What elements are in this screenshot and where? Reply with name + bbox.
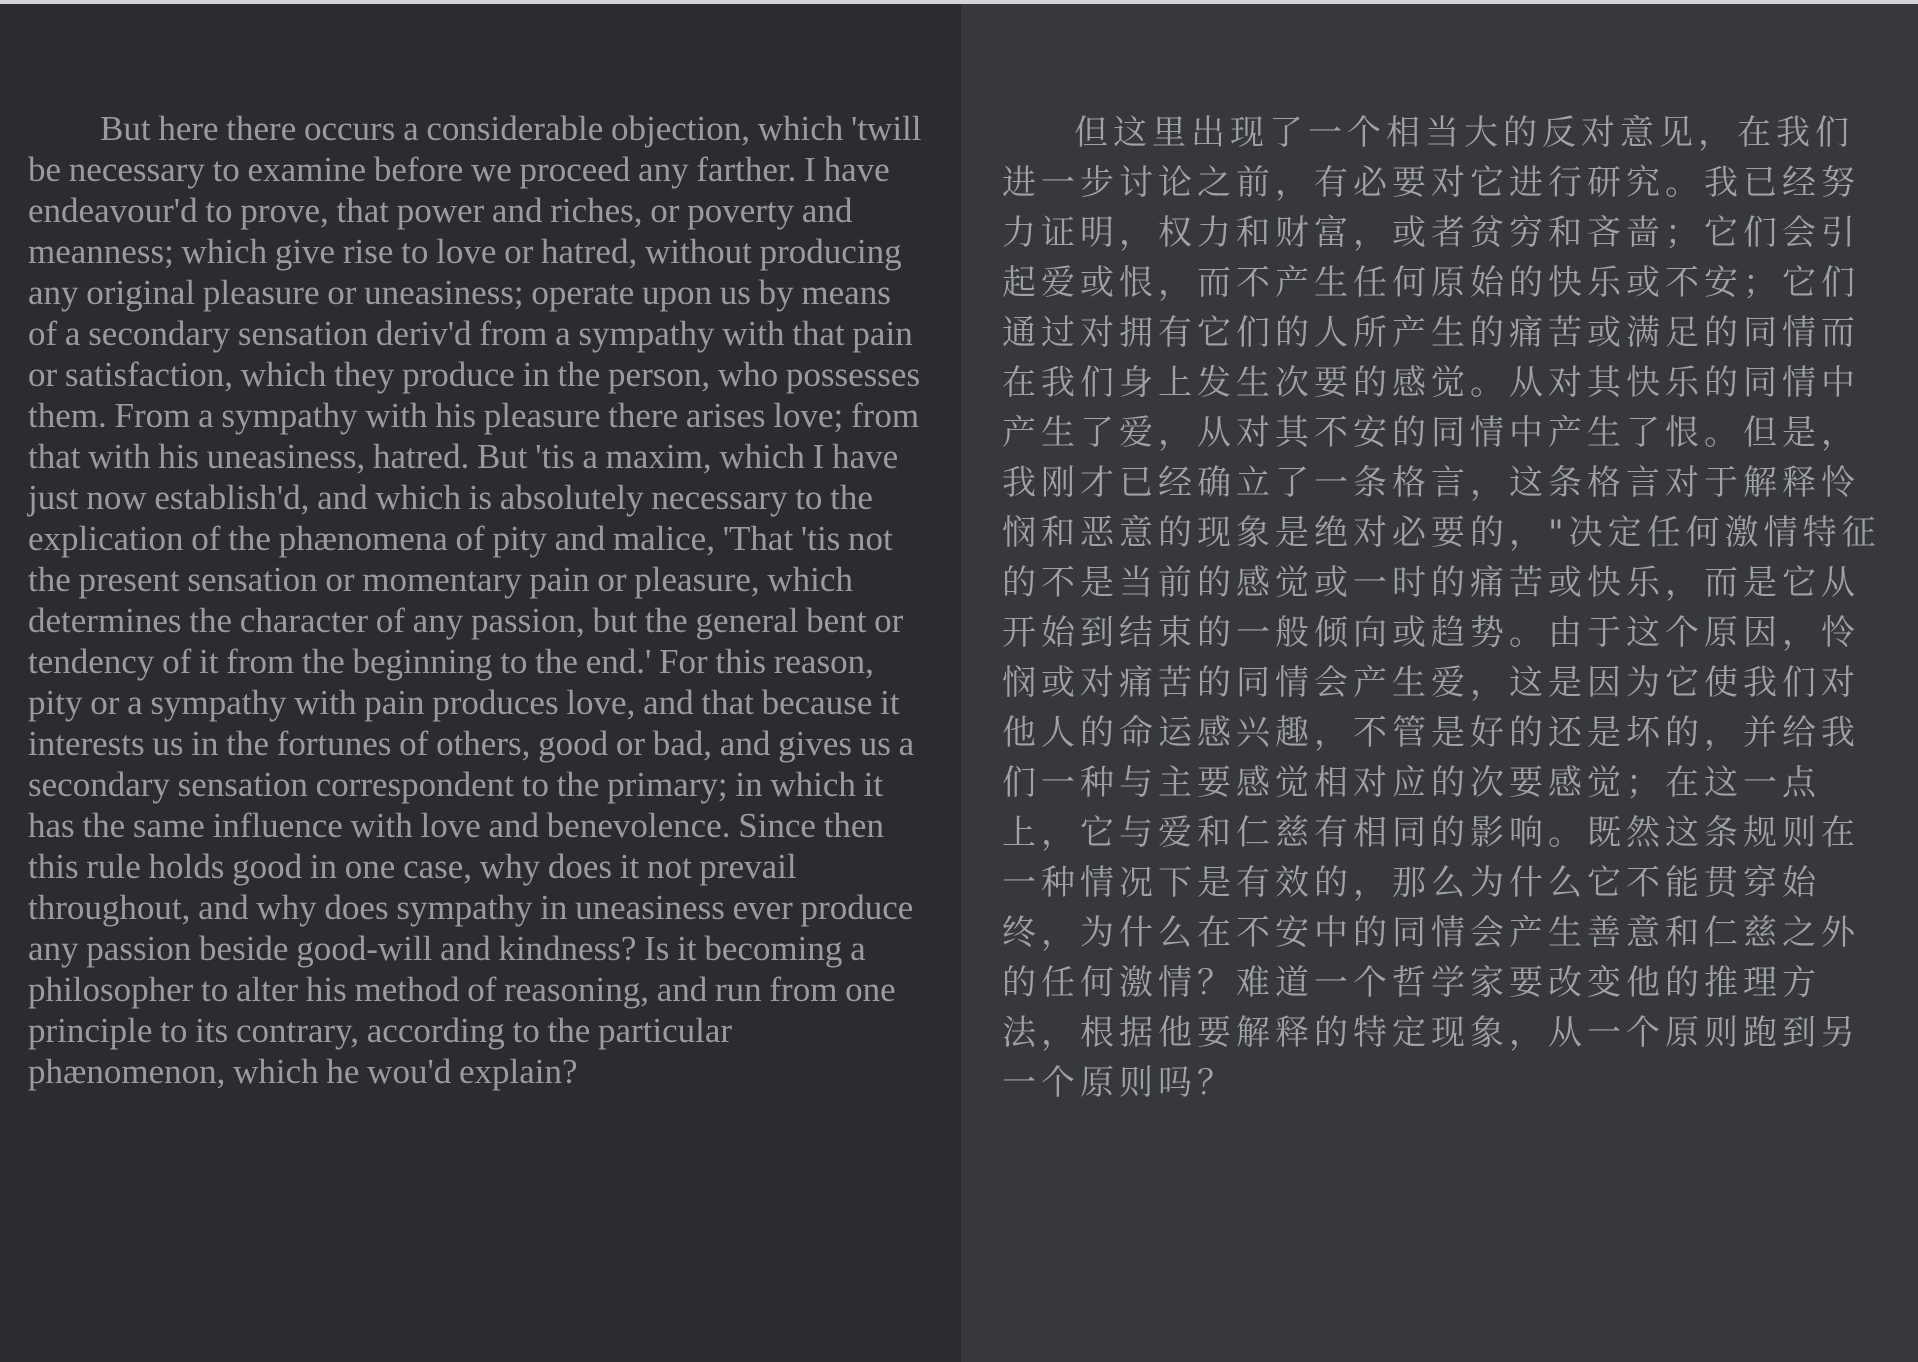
- chinese-page[interactable]: [961, 4, 1918, 1362]
- english-page[interactable]: [0, 4, 961, 1362]
- bilingual-reader: [0, 4, 1918, 1362]
- english-paragraph: But here there occurs a considerable objection, which 'twill be necessary to examine before we proceed any farther. I have endeavour'd to prove, that power and riches, or poverty and meanness; which give rise to love or hatred, without producing any original pleasure or uneasiness; operate upon us by means of a secondary sensation deriv'd from a sympathy with that pain or satisfaction, which they produce in the person, who possesses them. From a sympathy with his pleasure there arises love; from that with his uneasiness, hatred. But 'tis a maxim, which I have just now establish'd, and which is absolutely necessary to the explication of the phænomena of pity and malice, 'That 'tis not the present sensation or momentary pain or pleasure, which determines the character of any passion, but the general bent or tendency of it from the beginning to the end.' For this reason, pity or a sympathy with pain produces love, and that because it interests us in the fortunes of others, good or bad, and gives us a secondary sensation correspondent to the primary; in which it has the same influence with love and benevolence. Since then this rule holds good in one case, why does it not prevail throughout, and why does sympathy in uneasiness ever produce any passion beside good-will and kindness? Is it becoming a philosopher to alter his method of reasoning, and run from one principle to its contrary, according to the particular phænomenon, which he wou'd explain?: [28, 109, 922, 1091]
- chinese-paragraph: 但这里出现了一个相当大的反对意见，在我们进一步讨论之前，有必要对它进行研究。我已经努力证明，权力和财富，或者贫穷和吝啬；它们会引起爱或恨，而不产生任何原始的快乐或不安；它们通过对拥有它们的人所产生的痛苦或满足的同情而在我们身上发生次要的感觉。从对其快乐的同情中产生了爱，从对其不安的同情中产生了恨。但是，我刚才已经确立了一条格言，这条格言对于解释怜悯和恶意的现象是绝对必要的，"决定任何激情特征的不是当前的感觉或一时的痛苦或快乐，而是它从开始到结束的一般倾向或趋势。由于这个原因，怜悯或对痛苦的同情会产生爱，这是因为它使我们对他人的命运感兴趣，不管是好的还是坏的，并给我们一种与主要感觉相对应的次要感觉；在这一点上，它与爱和仁慈有相同的影响。既然这条规则在一种情况下是有效的，那么为什么它不能贯穿始终，为什么在不安中的同情会产生善意和仁慈之外的任何激情？难道一个哲学家要改变他的推理方法，根据他要解释的特定现象，从一个原则跑到另一个原则吗？: [1002, 113, 1881, 1103]
